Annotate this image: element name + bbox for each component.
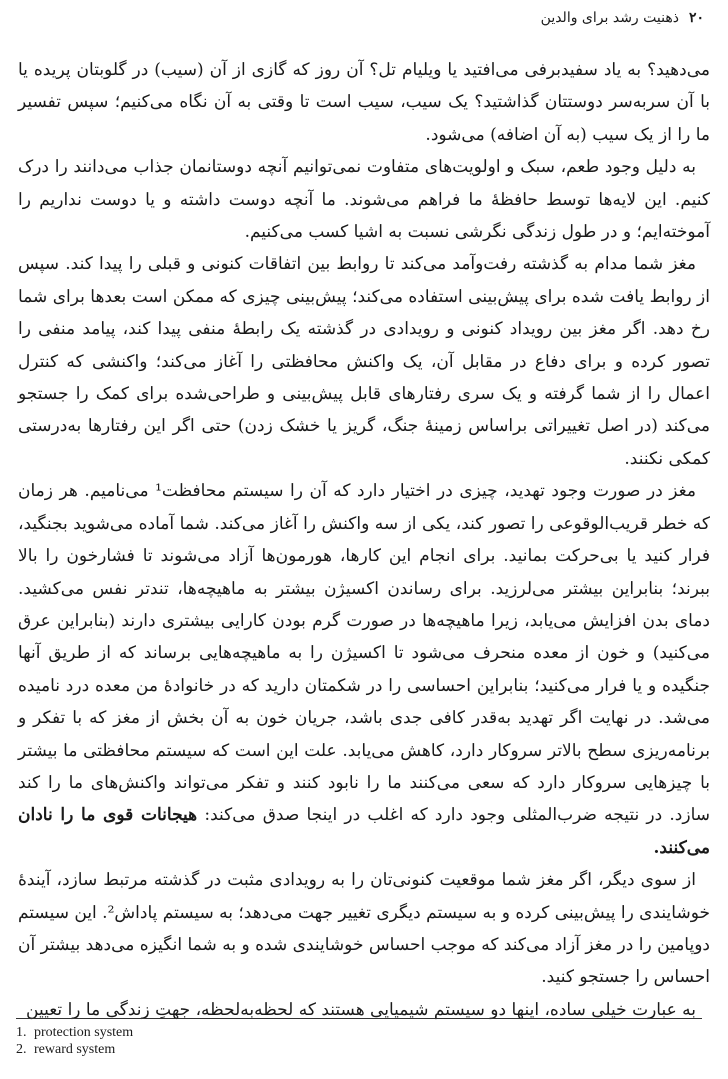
paragraph: از سوی دیگر، اگر مغز شما موقعیت کنونی‌تان را به رویدادی مثبت در گذشته مرتبط سازد، آیندهٔ خوشایندی را پیش‌بینی کرده و به سیستم دیگری تغییر جهت می‌دهد؛ به سیستم پاداش². این سیستم دوپامین را در مغز آزاد می‌کند که موجب احساس خوشایندی شده و به شما انگیزه می‌دهد بیشتر آن احساس را جستجو کنید. [17,870,710,988]
paragraph: به دلیل وجود طعم، سبک و اولویت‌های متفاوت نمی‌توانیم آنچه دوستانمان جذاب می‌دانند را درک کنیم. این لایه‌ها توسط حافظهٔ ما فراهم می‌شوند. ما آنچه دوست داشته و یا دوست نداریم را آموخته‌ایم؛ و در طول زندگی نگرشی نسبت به اشیا کسب می‌کنیم. [18,157,710,243]
page-number: ۲۰ [688,10,704,26]
running-book-title: ذهنیت رشد برای والدین [540,10,679,26]
body-text [18,54,710,1026]
footnote-divider [16,1018,702,1019]
footnote-number: 2. [16,1042,27,1057]
page-header [24,10,704,32]
footnotes [16,1024,416,1058]
footnote [16,1024,416,1041]
bold-proverb: هیجانات قوی ما را نادان می‌کنند. [18,805,710,858]
paragraph-text: مغز در صورت وجود تهدید، چیزی در اختیار دارد که آن را سیستم محافظت¹ می‌نامیم. هر زمان که خطر قریب‌الوقوعی را تصور کند، یکی از سه واکنش را آغاز می‌کند. شما آماده می‌شوید بجنگید، فرار کنید یا بی‌حرکت بمانید. برای انجام این کارها، هورمون‌ها آزاد می‌شوند تا فشارخون را بالا ببرند؛ بنابراین بیشتر می‌لرزید. برای رساندن اکسیژن بیشتر به ماهیچه‌ها، تندتر نفس می‌کشید. دمای بدن افزایش می‌یابد، زیرا ماهیچه‌ها در صورت گرم بودن کارایی بیشتری دارند (بنابراین عرق می‌کنید) و خون از معده منحرف می‌شود تا اکسیژن را به ماهیچه‌هایی برساند که از طریق آنها جنگیده و یا فرار می‌کنید؛ بنابراین احساسی را در شکمتان دارید که در خانوادهٔ من معده درد نامیده می‌شد. در نهایت اگر تهدید به‌قدر کافی جدی باشد، جریان خون به آن بخش از مغز که با تفکر و برنامه‌ریزی سطح بالاتر سروکار دارد، کاهش می‌یابد. علت این است که سیستم محافظتی ما بیشتر با چیزهایی سروکار دارد که سعی می‌کنند ما را نابود کنند و تفکر می‌تواند واکنش‌های ما را کند سازد. در نتیجه ضرب‌المثلی وجود دارد که اغلب در اینجا صدق می‌کند: [18,481,711,826]
paragraph: به عبارت خیلی ساده، اینها دو سیستم شیمیایی هستند که لحظه‌به‌لحظه، جهتِ زندگی ما را تعیین [26,999,696,1020]
footnote-text: protection system [34,1025,134,1040]
footnote-text: reward system [34,1042,116,1057]
footnote [16,1041,416,1058]
paragraph: می‌دهید؟ به یاد سفیدبرفی می‌افتید یا ویلیام تل؟ آن روز که گازی از آن (سیب) در گلوبتان پریده یا با آن سربه‌سر دوستتان گذاشتید؟ یک سیب، سیب است تا وقتی به آن نگاه می‌کنیم؛ سپس تفسیر ما را از یک سیب (به آن اضافه) می‌شود. [18,60,710,145]
footnote-number: 1. [16,1025,27,1040]
paragraph: مغز شما مدام به گذشته رفت‌وآمد می‌کند تا روابط بین اتفاقات کنونی و قبلی را پیدا کند. سپس از روابط یافت شده برای پیش‌بینی استفاده می‌کند؛ پیش‌بینی چیزی که ممکن است بعدها برای شما رخ دهد. اگر مغز بین رویداد کنونی و رویدادی در گذشته یک رابطهٔ منفی پیدا کند، پیامد منفی را تصور کرده و برای دفاع در مقابل آن، یک واکنش محافظتی را آغاز می‌کند؛ واکنشی که کنترل اعمال را از شما گرفته و یک سری رفتارهای قابل پیش‌بینی و طراحی‌شده برای کمک را جستجو می‌کند (در اصل تغییراتی براساس زمینهٔ جنگ، گریز یا خشک زدن) حتی اگر این رفتارها به‌درستی کمکی نکنند. [18,254,710,469]
paragraph [18,475,710,864]
